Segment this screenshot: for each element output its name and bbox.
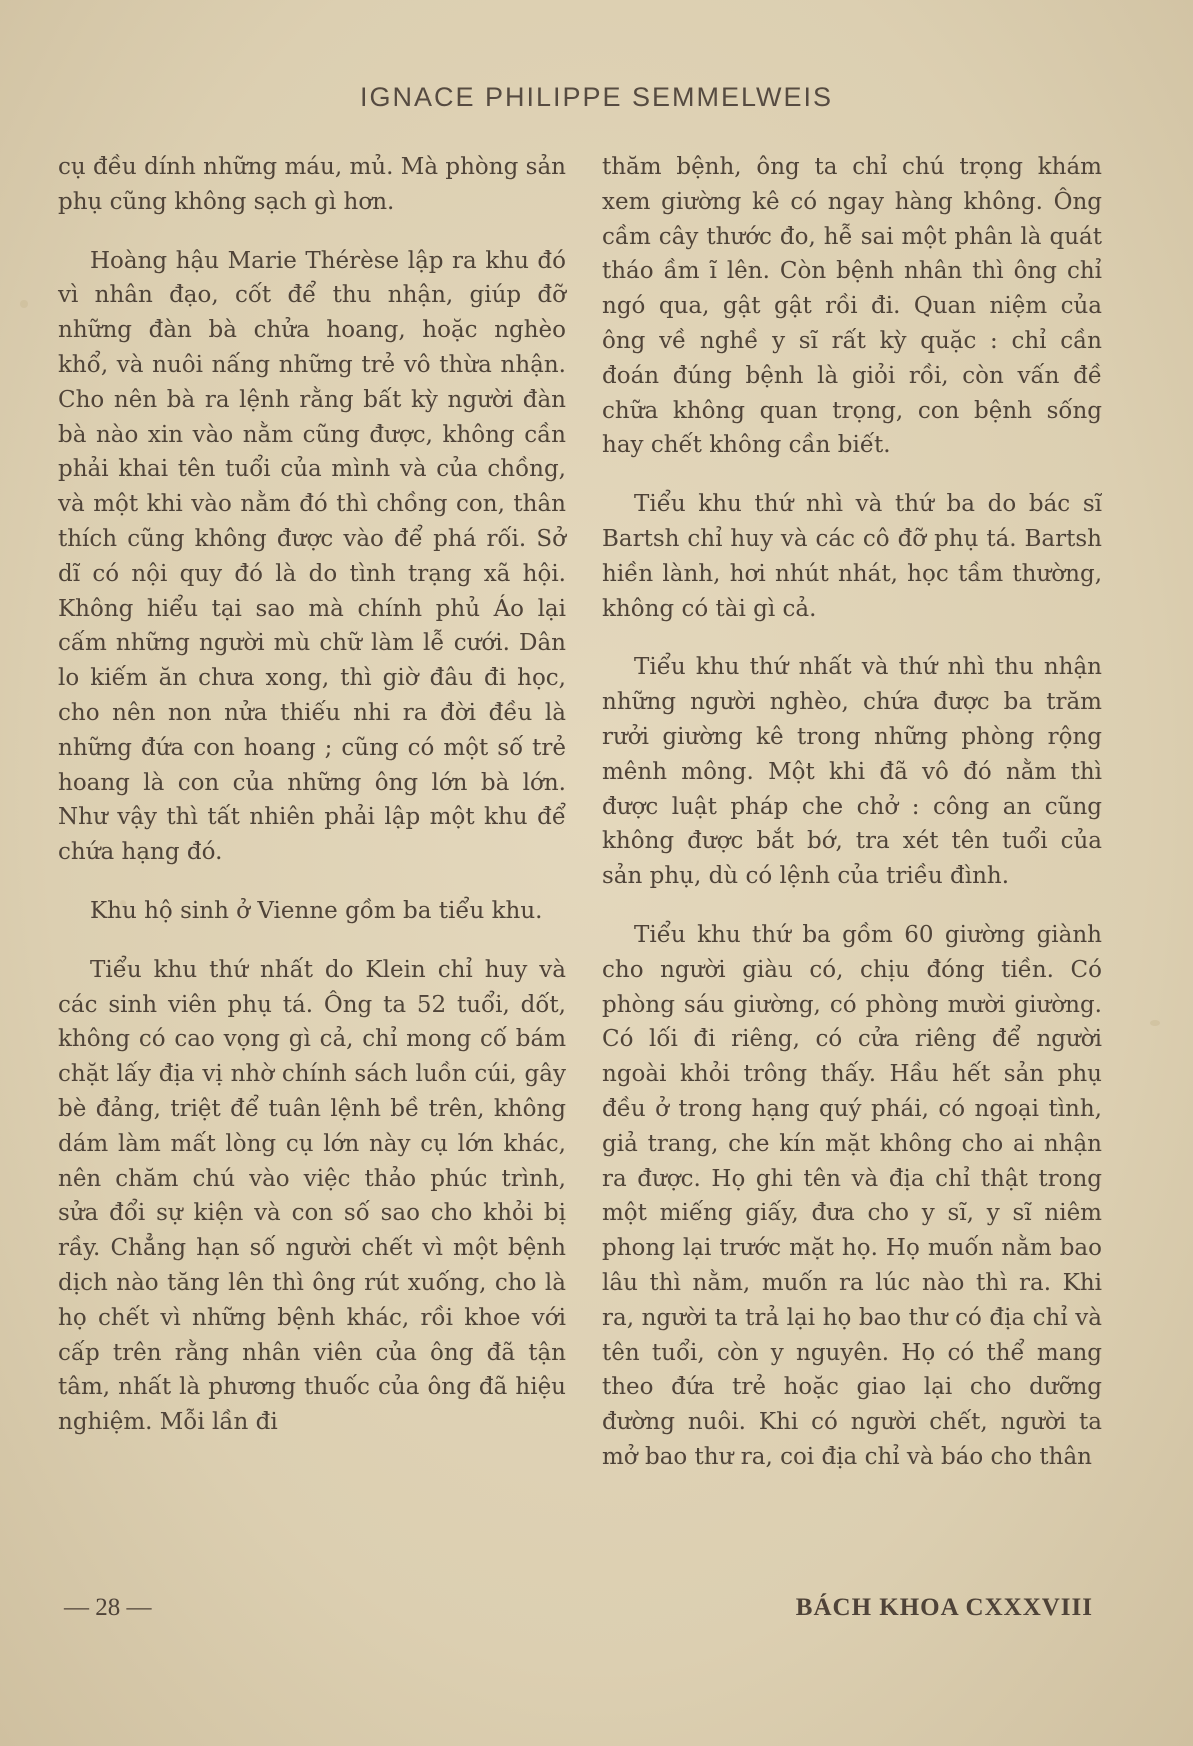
paragraph: Tiểu khu thứ ba gồm 60 giường giành cho người giàu có, chịu đóng tiền. Có phòng sáu giường, có phòng mười giường. Có lối đi riêng, có cửa riêng để người ngoài khỏi trông thấy. Hầu hết sản phụ đều ở trong hạng quý phái, có ngoại tình, giả trang, che kín mặt không cho ai nhận ra được. Họ ghi tên và địa chỉ thật trong một miếng giấy, đưa cho y sĩ, y sĩ niêm phong lại trước mặt họ. Họ muốn nằm bao lâu thì nằm, muốn ra lúc nào thì ra. Khi ra, người ta trả lại họ bao thư có địa chỉ và tên tuổi, còn y nguyên. Họ có thể mang theo đứa trẻ hoặc giao lại cho dưỡng đường nuôi. Khi có người chết, người ta mở bao thư ra, coi địa chỉ và báo cho thân xyxy=(602,921,1102,1470)
paper-spot xyxy=(1150,1020,1160,1026)
running-header: IGNACE PHILIPPE SEMMELWEIS xyxy=(359,82,834,112)
left-column xyxy=(58,150,566,1464)
paragraph: thăm bệnh, ông ta chỉ chú trọng khám xem giường kê có ngay hàng không. Ông cầm cây thước đo, hễ sai một phân là quát tháo ầm ĩ lên. Còn bệnh nhân thì ông chỉ ngó qua, gật gật rồi đi. Quan niệm của ông về nghề y sĩ rất kỳ quặc : chỉ cần đoán đúng bệnh là giỏi rồi, còn vấn đề chữa không quan trọng, con bệnh sống hay chết không cần biết. xyxy=(602,154,1102,459)
publication-footer: BÁCH KHOA CXXXVIII xyxy=(795,1594,1093,1621)
paragraph: Hoàng hậu Marie Thérèse lập ra khu đó vì nhân đạo, cốt để thu nhận, giúp đỡ những đàn bà chửa hoang, hoặc nghèo khổ, và nuôi nấng những trẻ vô thừa nhận. Cho nên bà ra lệnh rằng bất kỳ người đàn bà nào xin vào nằm cũng được, không cần phải khai tên tuổi của mình và của chồng, và một khi vào nằm đó thì chồng con, thân thích cũng không được vào để phá rối. Sở dĩ có nội quy đó là do tình trạng xã hội. Không hiểu tại sao mà chính phủ Áo lại cấm những người mù chữ làm lễ cưới. Dân lo kiếm ăn chưa xong, thì giờ đâu đi học, cho nên non nửa thiếu nhi ra đời đều là những đứa con hoang ; cũng có một số trẻ hoang là con của những ông lớn bà lớn. Như vậy thì tất nhiên phải lập một khu để chứa hạng đó. xyxy=(58,247,566,866)
right-column xyxy=(602,150,1102,1499)
paragraph: Khu hộ sinh ở Vienne gồm ba tiểu khu. xyxy=(90,897,543,924)
paragraph: cụ đều dính những máu, mủ. Mà phòng sản phụ cũng không sạch gì hơn. xyxy=(58,154,566,215)
page-number: — 28 — xyxy=(64,1594,152,1621)
paragraph: Tiểu khu thứ nhì và thứ ba do bác sĩ Bartsh chỉ huy và các cô đỡ phụ tá. Bartsh hiền lành, hơi nhút nhát, học tầm thường, không có tài gì cả. xyxy=(602,491,1102,622)
paragraph: Tiểu khu thứ nhất và thứ nhì thu nhận những người nghèo, chứa được ba trăm rưởi giường kê trong những phòng rộng mênh mông. Một khi đã vô đó nằm thì được luật pháp che chở : công an cũng không được bắt bớ, tra xét tên tuổi của sản phụ, dù có lệnh của triều đình. xyxy=(602,654,1102,890)
paragraph: Tiểu khu thứ nhất do Klein chỉ huy và các sinh viên phụ tá. Ông ta 52 tuổi, dốt, không có cao vọng gì cả, chỉ mong cố bám chặt lấy địa vị nhờ chính sách luồn cúi, gây bè đảng, triệt để tuân lệnh bề trên, không dám làm mất lòng cụ lớn này cụ lớn khác, nên chăm chú vào việc thảo phúc trình, sửa đổi sự kiện và con số sao cho khỏi bị rầy. Chẳng hạn số người chết vì một bệnh dịch nào tăng lên thì ông rút xuống, cho là họ chết vì những bệnh khác, rồi khoe với cấp trên rằng nhân viên của ông đã tận tâm, nhất là phương thuốc của ông đã hiệu nghiệm. Mỗi lần đi xyxy=(58,956,566,1436)
paper-spot xyxy=(20,300,28,308)
